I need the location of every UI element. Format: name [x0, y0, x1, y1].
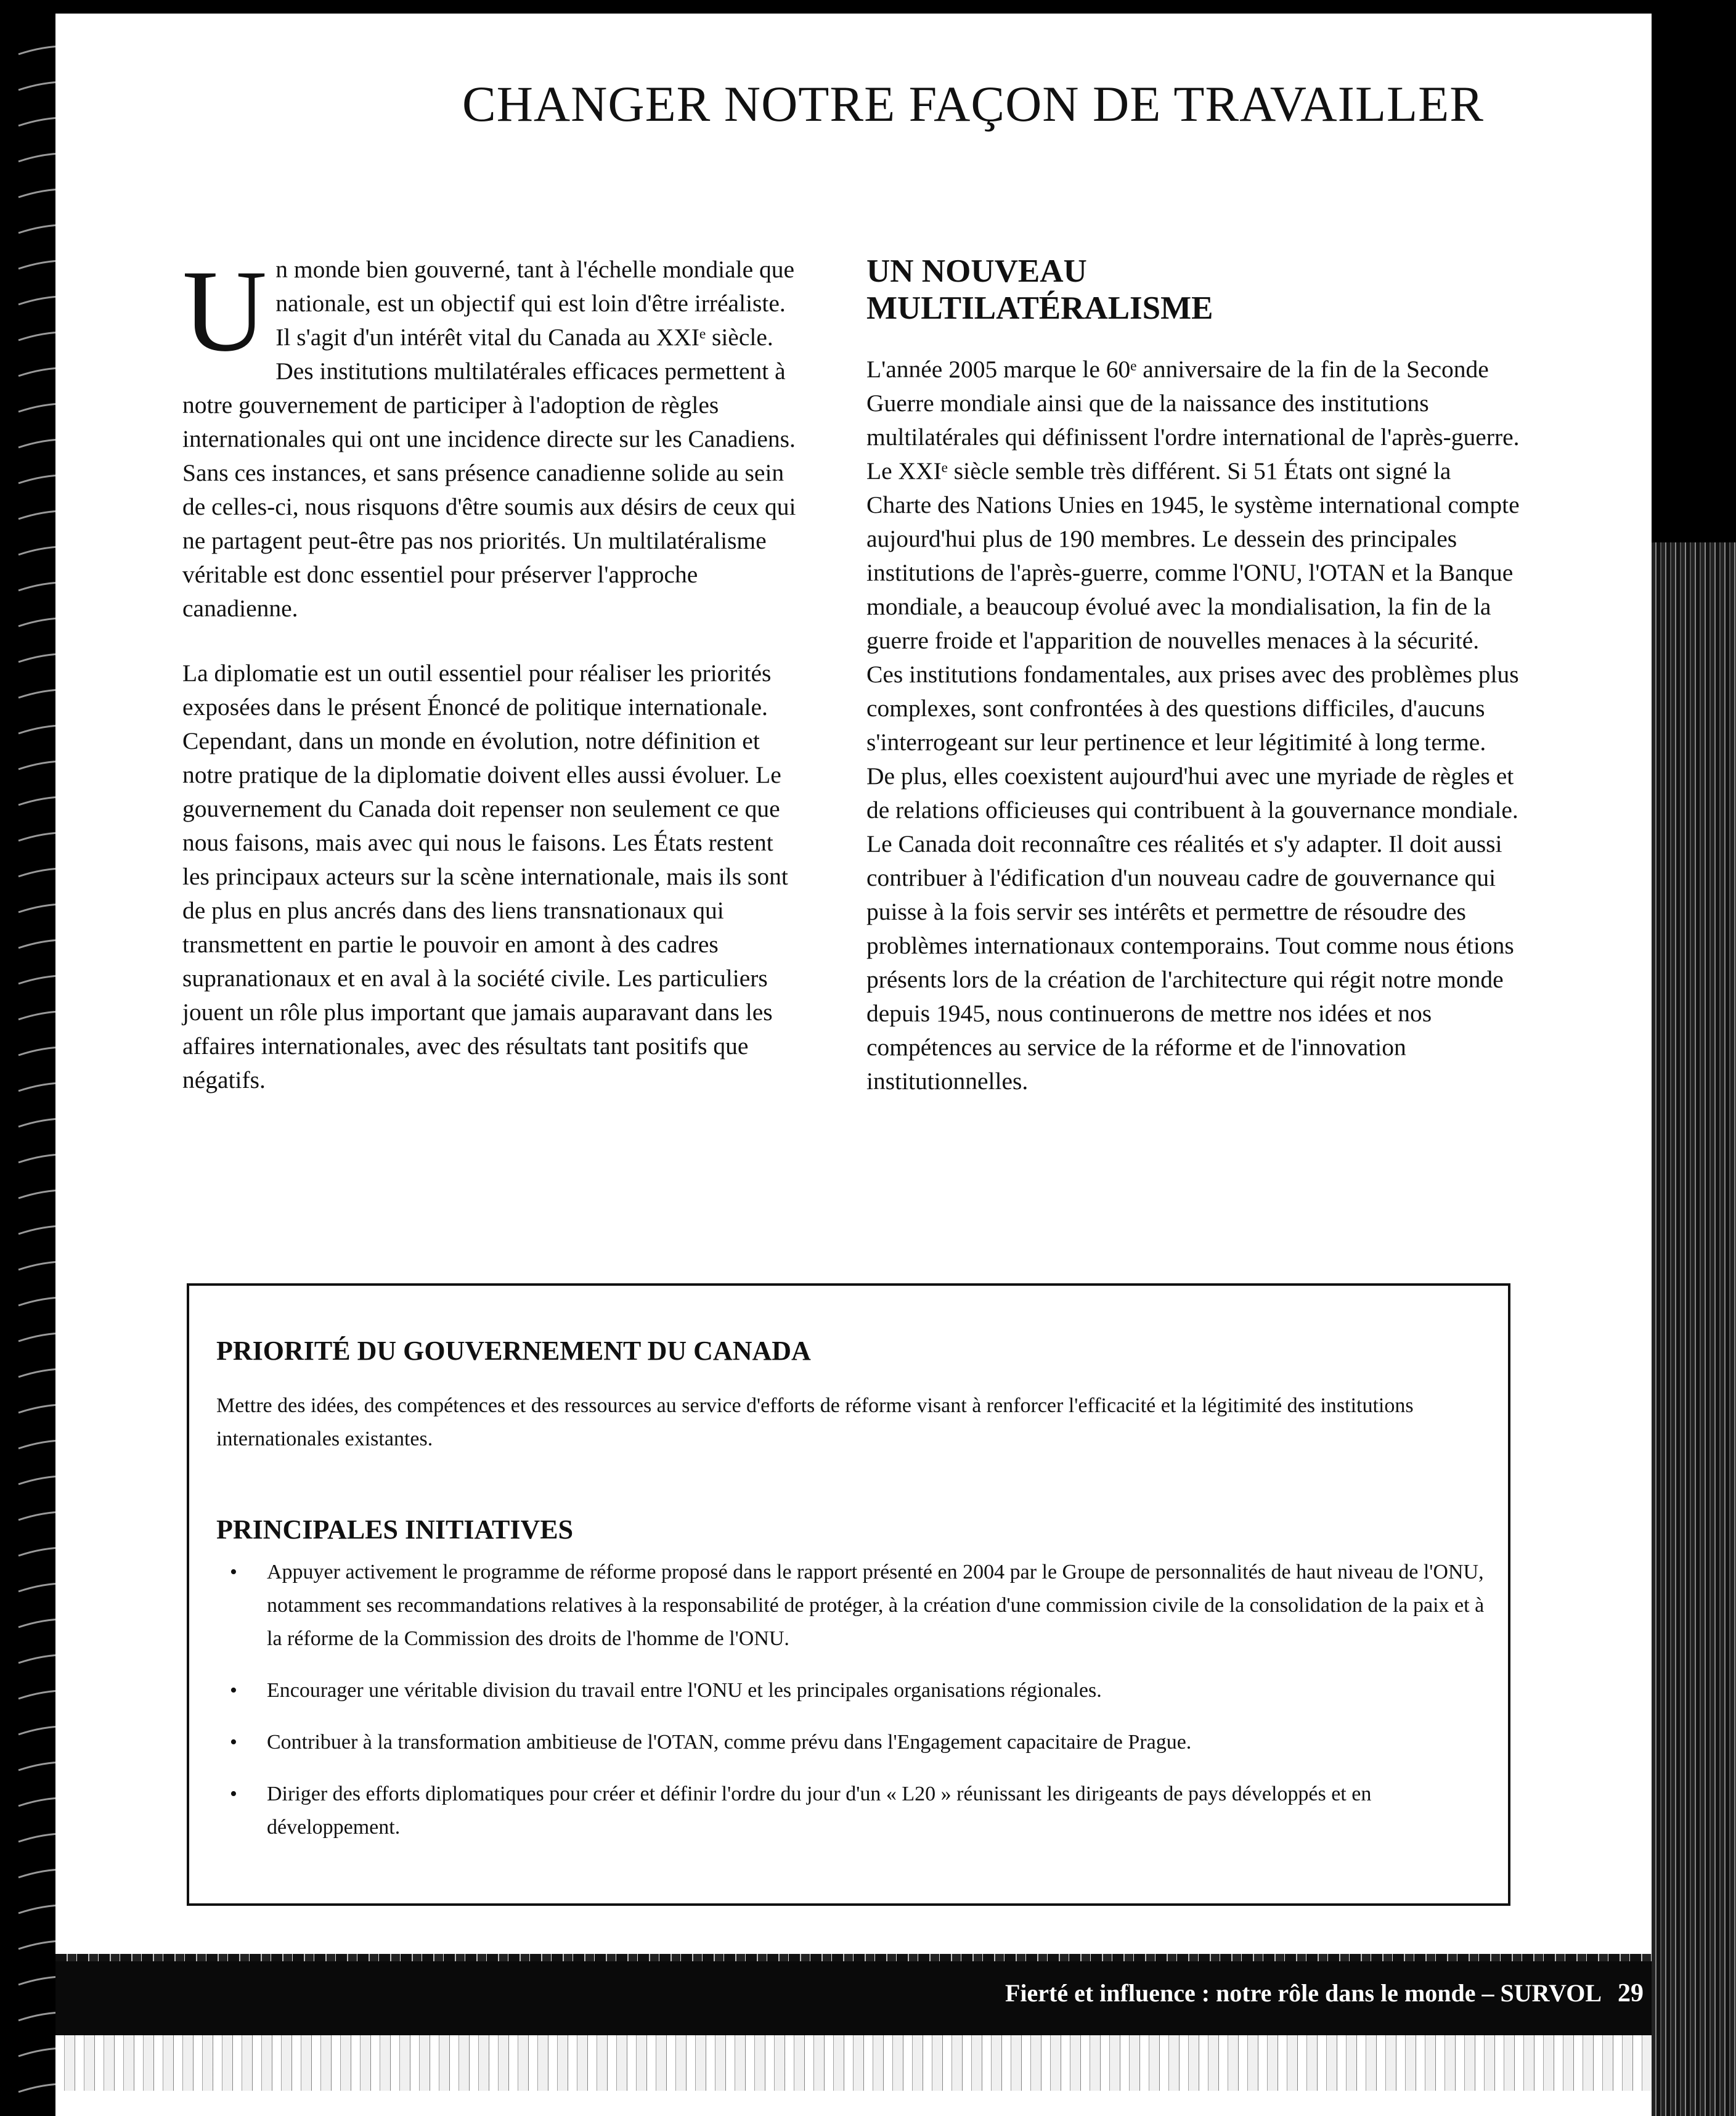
- diplomacy-paragraph: La diplomatie est un outil essentiel pour réaliser les priorités exposées dans le présent Énoncé de politique internationale. Cependant, dans un monde en évolution, notre définition et notre pratique de la diplomatie doivent elles aussi évoluer. Le gouvernement du Canada doit repenser non seulement ce que nous faisons, mais avec qui nous le faisons. Les États restent les principaux acteurs sur la scène internationale, mais ils sont de plus en plus ancrés dans des liens transnationaux qui transmettent en partie le pouvoir en amont à des cadres supranationaux et en aval à la société civile. Les particuliers jouent un rôle plus important que jamais auparavant dans les affaires internationales, avec des résultats tant positifs que négatifs.: [182, 660, 788, 1093]
- intro-paragraph-text: n monde bien gouverné, tant à l'échelle mondiale que nationale, est un objectif qui est loin d'être irréaliste. Il s'agit d'un intérêt vital du Canada au XXIᵉ siècle. Des institutions multilatérales efficaces permettent à notre gouvernement de participer à l'adoption de règles internationales qui ont une incidence directe sur les Canadiens. Sans ces instances, et sans présence canadienne solide au sein de celles-ci, nous risquons d'être soumis aux désirs de ceux qui ne partagent peut-être pas nos priorités. Un multilatéralisme véritable est donc essentiel pour préserver l'approche canadienne.: [182, 256, 796, 622]
- bullet-icon: •: [230, 1783, 237, 1805]
- section-heading: UN NOUVEAU MULTILATÉRALISME: [866, 253, 1213, 326]
- footer-scan-noise: [55, 2035, 1652, 2091]
- bullet-icon: •: [230, 1561, 237, 1583]
- page-number: 29: [1618, 1979, 1644, 2008]
- initiative-item: [216, 1778, 1486, 1844]
- multilateralism-paragraph: L'année 2005 marque le 60ᵉ anniversaire de la fin de la Seconde Guerre mondiale ainsi que de la naissance des institutions multilatérales qui définissent l'ordre international de l'après-guerre. Le XXIᵉ siècle semble très différent. Si 51 États ont signé la Charte des Nations Unies en 1945, le système international compte aujourd'hui plus de 190 membres. Le dessein des principales institutions de l'après-guerre, comme l'ONU, l'OTAN et la Banque mondiale, a beaucoup évolué avec la mondialisation, la fin de la guerre froide et l'apparition de nouvelles menaces à la sécurité. Ces institutions fondamentales, aux prises avec des problèmes plus complexes, sont confrontées à des questions difficiles, d'aucuns s'interrogeant sur leur pertinence et leur légitimité à long terme. De plus, elles coexistent aujourd'hui avec une myriade de règles et de relations officieuses qui contribuent à la gouvernance mondiale. Le Canada doit reconnaître ces réalités et s'y adapter. Il doit aussi contribuer à l'édification d'un nouveau cadre de gouvernance qui puisse à la fois servir ses intérêts et permettre de résoudre des problèmes internationaux contemporains. Tout comme nous étions présents lors de la création de l'architecture qui régit notre monde depuis 1945, nous continuerons de mettre nos idées et nos compétences au service de la réforme et de l'innovation institutionnelles.: [866, 356, 1520, 1095]
- initiative-text: Appuyer activement le programme de réforme proposé dans le rapport présenté en 2004 par le Groupe de personnalités de haut niveau de l'ONU, notamment ses recommandations relatives à la responsabilité de protéger, à la création d'une commission civile de la consolidation de la paix et à la réforme de la Commission des droits de l'homme de l'ONU.: [267, 1561, 1485, 1650]
- initiatives-heading: PRINCIPALES INITIATIVES: [216, 1514, 574, 1545]
- initiative-item: [216, 1726, 1486, 1759]
- bullet-icon: •: [230, 1731, 237, 1754]
- page-title: CHANGER NOTRE FAÇON DE TRAVAILLER: [462, 76, 1484, 132]
- running-footer: [1005, 1979, 1644, 2008]
- initiative-text: Encourager une véritable division du travail entre l'ONU et les principales organisations régionales.: [267, 1679, 1102, 1702]
- initiative-text: Diriger des efforts diplomatiques pour créer et définir l'ordre du jour d'un « L20 » réunissant les dirigeants de pays développés et en développement.: [267, 1783, 1372, 1839]
- left-column: [182, 247, 805, 1128]
- intro-paragraph: [182, 247, 805, 626]
- initiatives-list: [216, 1556, 1486, 1863]
- page-edge-shadow: [1652, 542, 1736, 2116]
- initiative-item: [216, 1674, 1486, 1707]
- priority-text: Mettre des idées, des compétences et des ressources au service d'efforts de réforme visant à renforcer l'efficacité et la légitimité des institutions internationales existantes.: [216, 1394, 1414, 1450]
- initiative-text: Contribuer à la transformation ambitieuse de l'OTAN, comme prévu dans l'Engagement capacitaire de Prague.: [267, 1731, 1192, 1754]
- footer-title: Fierté et influence : notre rôle dans le monde – SURVOL: [1005, 1979, 1602, 2007]
- initiative-item: [216, 1556, 1486, 1656]
- priority-box: [187, 1283, 1510, 1906]
- right-column: [866, 253, 1520, 1129]
- bullet-icon: •: [230, 1679, 237, 1702]
- drop-cap: U: [182, 247, 267, 376]
- priority-heading: PRIORITÉ DU GOUVERNEMENT DU CANADA: [216, 1336, 811, 1366]
